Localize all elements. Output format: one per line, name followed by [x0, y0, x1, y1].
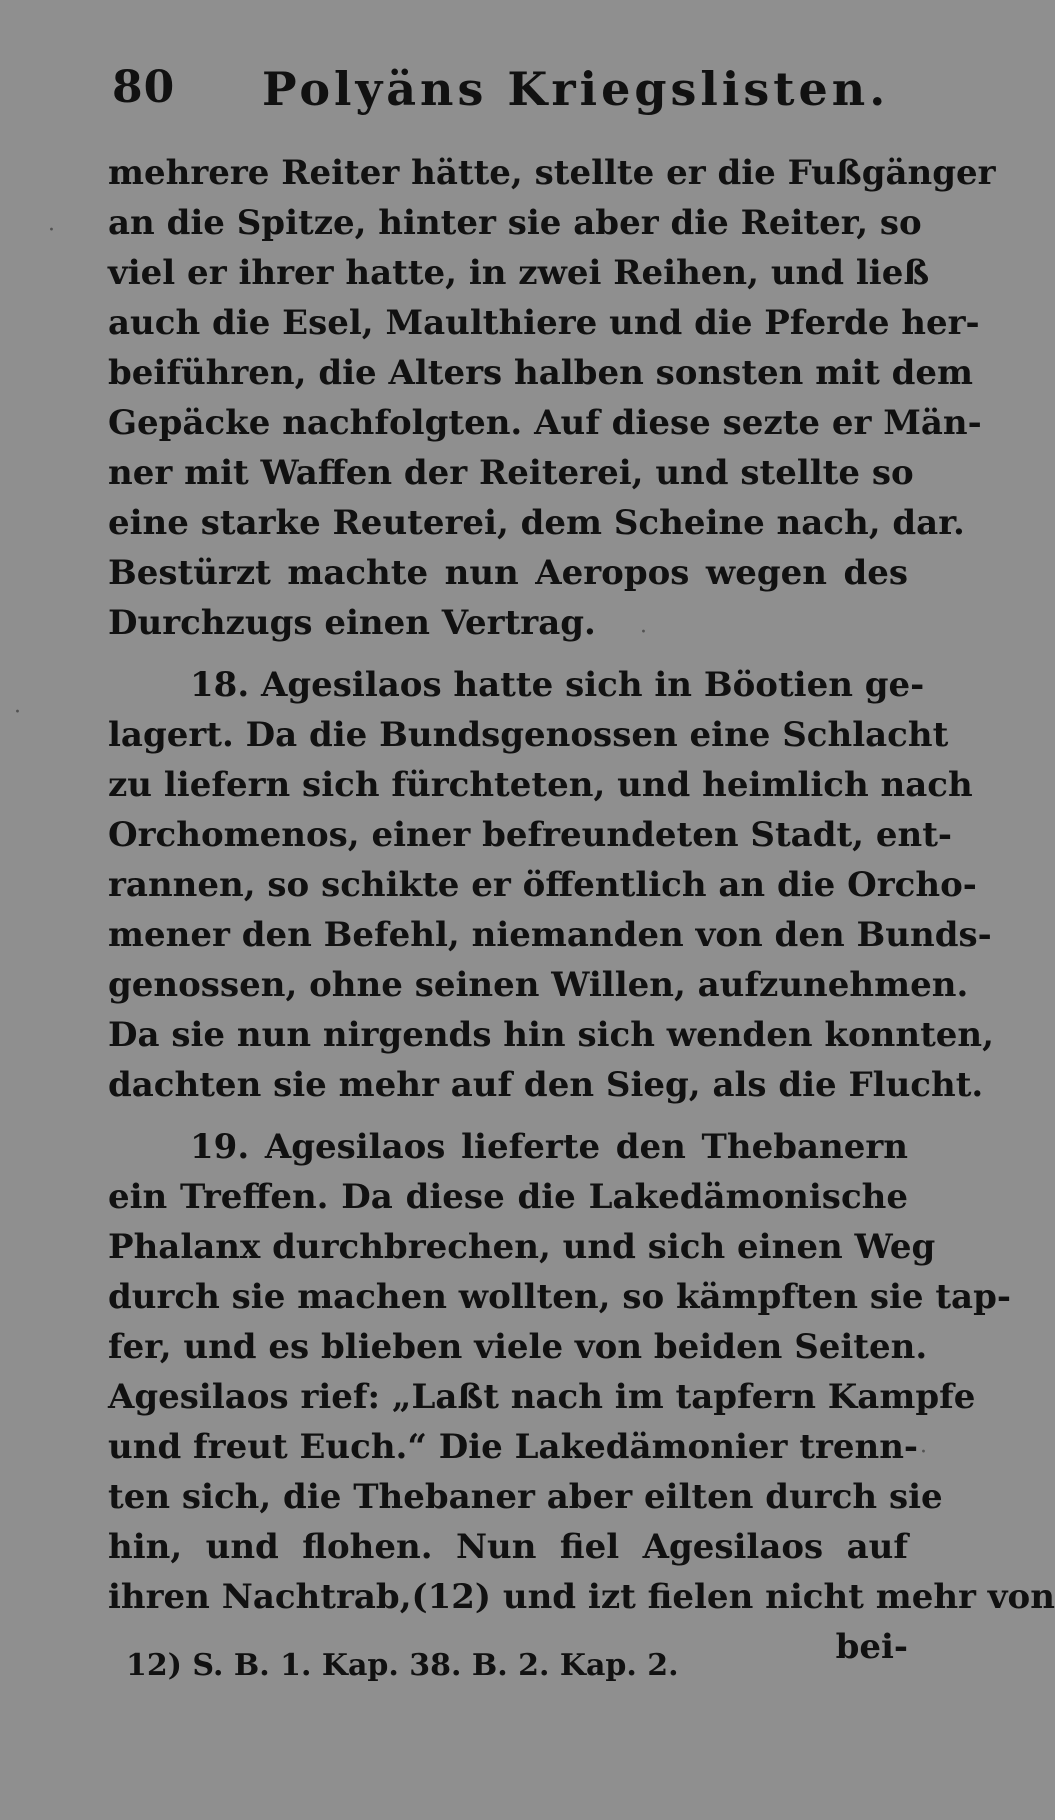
paragraph-start-18: 18. Agesilaos hatte sich in Böotien ge- — [190, 665, 925, 705]
text-line: mehrere Reiter hätte, stellte er die Fußgänger — [108, 153, 996, 193]
text-line: ein Treffen. Da diese die Lakedämonische — [108, 1177, 908, 1217]
text-line: ihren Nachtrab,(12) und izt fielen nicht mehr von — [108, 1577, 1055, 1617]
text-line: Orchomenos, einer befreundeten Stadt, ent- — [108, 815, 953, 855]
text-line: dachten sie mehr auf den Sieg, als die Flucht. — [108, 1065, 984, 1105]
text-line: Durchzugs einen Vertrag. — [108, 603, 596, 643]
text-line: Bestürzt machte nun Aeropos wegen des — [108, 553, 908, 593]
text-line: und freut Euch.“ Die Lakedämonier trenn- — [108, 1427, 919, 1467]
scan-speck: · — [920, 1440, 927, 1465]
text-line: fer, und es blieben viele von beiden Seiten. — [108, 1327, 928, 1367]
text-line: ten sich, die Thebaner aber eilten durch sie — [108, 1477, 943, 1517]
page-number: 80 — [112, 62, 176, 113]
scan-speck: · — [14, 700, 21, 725]
page-header — [112, 62, 902, 132]
text-line: beiführen, die Alters halben sonsten mit dem — [108, 353, 974, 393]
text-line: ner mit Waffen der Reiterei, und stellte so — [108, 453, 914, 493]
scan-speck: · — [48, 218, 55, 243]
text-line: eine starke Reuterei, dem Scheine nach, dar. — [108, 503, 965, 543]
text-line: zu liefern sich fürchteten, und heimlich nach — [108, 765, 973, 805]
text-line: Gepäcke nachfolgten. Auf diese sezte er Män- — [108, 403, 982, 443]
running-title: Polyäns Kriegslisten. — [262, 62, 890, 116]
catchword: bei- — [835, 1627, 908, 1667]
footnote: 12) S. B. 1. Kap. 38. B. 2. Kap. 2. — [126, 1648, 679, 1683]
text-line: Phalanx durchbrechen, und sich einen Weg — [108, 1227, 936, 1267]
text-line: viel er ihrer hatte, in zwei Reihen, und ließ — [108, 253, 930, 293]
text-line: genossen, ohne seinen Willen, aufzunehmen. — [108, 965, 969, 1005]
text-line: lagert. Da die Bundsgenossen eine Schlacht — [108, 715, 949, 755]
text-line: an die Spitze, hinter sie aber die Reiter, so — [108, 203, 922, 243]
text-line: hin, und flohen. Nun fiel Agesilaos auf — [108, 1527, 908, 1567]
text-line: durch sie machen wollten, so kämpften sie tap- — [108, 1277, 1011, 1317]
text-line: auch die Esel, Maulthiere und die Pferde her- — [108, 303, 980, 343]
text-line: mener den Befehl, niemanden von den Bunds- — [108, 915, 992, 955]
text-line: Da sie nun nirgends hin sich wenden konnten, — [108, 1015, 994, 1055]
scan-speck: · — [640, 620, 647, 645]
text-line: rannen, so schikte er öffentlich an die Orcho- — [108, 865, 977, 905]
body-text — [108, 148, 1055, 1672]
text-line: Agesilaos rief: „Laßt nach im tapfern Kampfe — [108, 1377, 976, 1417]
paragraph-start-19: 19. Agesilaos lieferte den Thebanern — [190, 1127, 908, 1167]
